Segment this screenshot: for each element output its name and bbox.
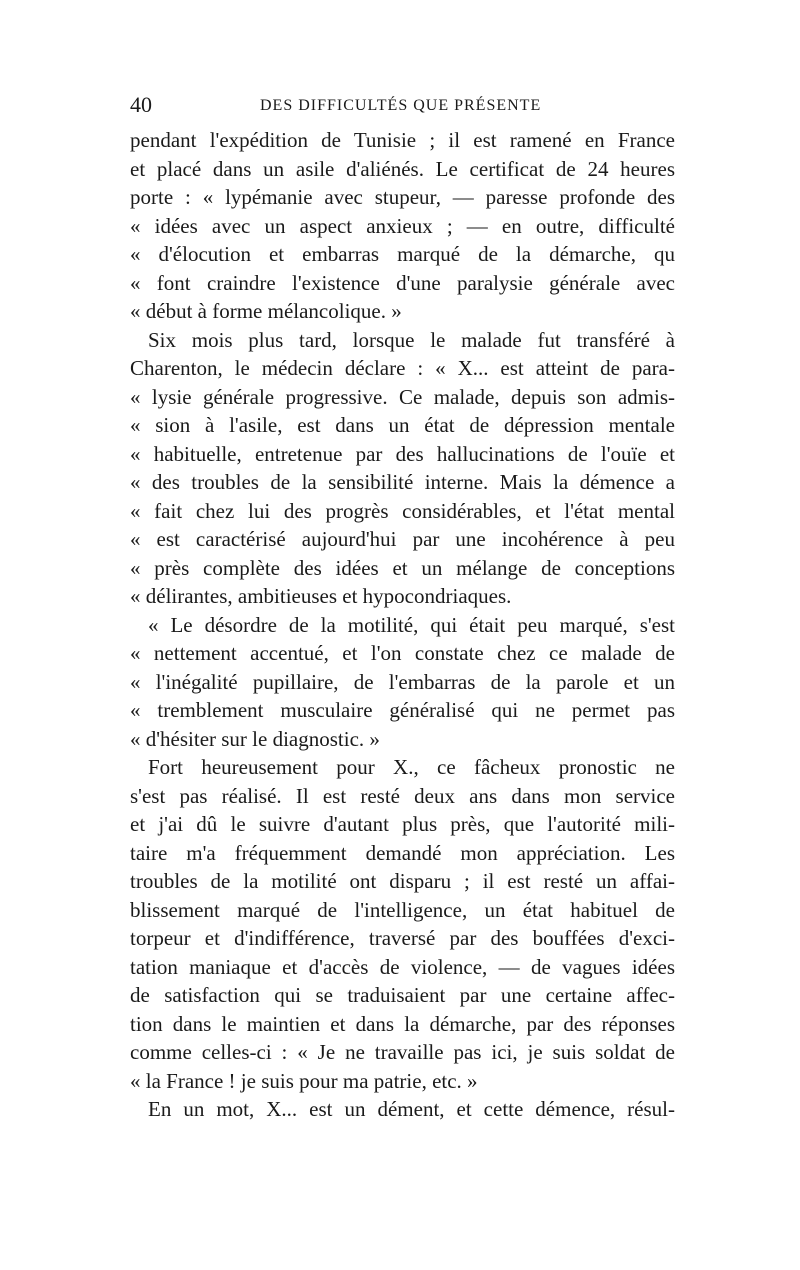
text-line: taire m'a fréquemment demandé mon appréciation. Les	[130, 840, 675, 865]
text-line: tation maniaque et d'accès de violence, — de vagues idées	[130, 954, 675, 979]
text-line: « fait chez lui des progrès considérables, et l'état mental	[130, 498, 675, 523]
text-line: « font craindre l'existence d'une paralysie générale avec	[130, 270, 675, 295]
text-line: troubles de la motilité ont disparu ; il est resté un affai-	[130, 869, 675, 893]
text-line: s'est pas réalisé. Il est resté deux ans dans mon service	[130, 783, 675, 808]
text-line: « lysie générale progressive. Ce malade, depuis son admis-	[130, 384, 675, 409]
text-line: « la France ! je suis pour ma patrie, etc. »	[130, 1068, 478, 1093]
text-line: Six mois plus tard, lorsque le malade fut transféré à	[148, 327, 675, 352]
text-line: pendant l'expédition de Tunisie ; il est ramené en France	[130, 128, 675, 152]
text-line: tion dans le maintien et dans la démarche, par des réponses	[130, 1011, 675, 1036]
text-line: torpeur et d'indifférence, traversé par des bouffées d'exci-	[130, 926, 675, 950]
text-line: « tremblement musculaire généralisé qui ne permet pas	[130, 698, 675, 722]
text-line: porte : « lypémanie avec stupeur, — paresse profonde des	[130, 185, 675, 209]
text-line: et placé dans un asile d'aliénés. Le certificat de 24 heures	[130, 156, 675, 181]
text-line: « d'hésiter sur le diagnostic. »	[130, 726, 380, 751]
text-line: En un mot, X... est un dément, et cette démence, résul-	[148, 1097, 675, 1121]
running-head: DES DIFFICULTÉS QUE PRÉSENTE	[260, 97, 542, 114]
page-number: 40	[130, 92, 152, 117]
text-line: « habituelle, entretenue par des hallucinations de l'ouïe et	[130, 441, 675, 466]
text-line: « d'élocution et embarras marqué de la démarche, qu	[130, 242, 675, 266]
text-line: « des troubles de la sensibilité interne. Mais la démence a	[130, 470, 675, 494]
text-line: Fort heureusement pour X., ce fâcheux pronostic ne	[148, 755, 675, 779]
text-line: de satisfaction qui se traduisaient par une certaine affec-	[130, 983, 675, 1007]
text-line: « Le désordre de la motilité, qui était peu marqué, s'est	[148, 612, 675, 637]
text-line: blissement marqué de l'intelligence, un état habituel de	[130, 897, 675, 922]
page-header	[130, 92, 675, 118]
text-line: « début à forme mélancolique. »	[130, 299, 402, 323]
text-line: « est caractérisé aujourd'hui par une incohérence à peu	[130, 527, 675, 551]
text-line: « délirantes, ambitieuses et hypocondriaques.	[130, 584, 512, 608]
text-line: « idées avec un aspect anxieux ; — en outre, difficulté	[130, 213, 675, 238]
text-line: « sion à l'asile, est dans un état de dépression mentale	[130, 413, 675, 437]
text-line: et j'ai dû le suivre d'autant plus près, que l'autorité mili-	[130, 812, 675, 836]
text-line: « près complète des idées et un mélange de conceptions	[130, 555, 675, 580]
text-line: « l'inégalité pupillaire, de l'embarras de la parole et un	[130, 669, 675, 694]
text-line: Charenton, le médecin déclare : « X... est atteint de para-	[130, 356, 675, 380]
text-line: « nettement accentué, et l'on constate chez ce malade de	[130, 641, 675, 665]
text-line: comme celles-ci : « Je ne travaille pas ici, je suis soldat de	[130, 1040, 675, 1064]
body-text	[130, 126, 675, 1124]
